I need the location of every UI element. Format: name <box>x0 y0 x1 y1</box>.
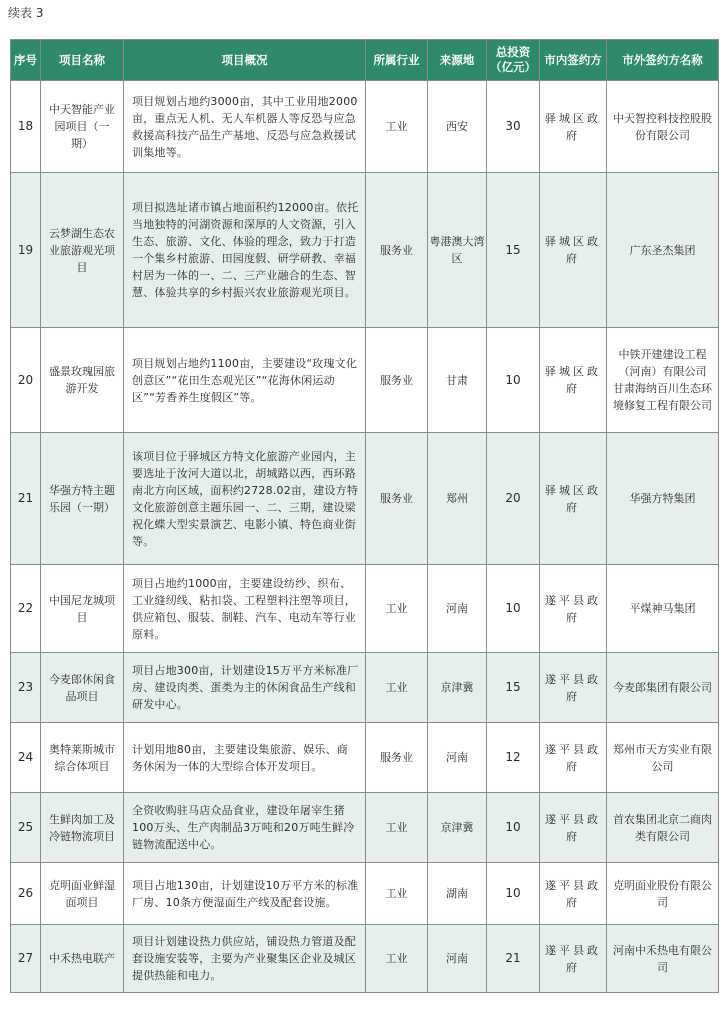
external-signing-party-cell: 广东圣杰集团 <box>607 173 719 328</box>
total-investment-cell: 15 <box>487 653 540 723</box>
origin-cell: 郑州 <box>428 433 487 565</box>
external-signing-party-cell: 首农集团北京二商肉类有限公司 <box>607 793 719 863</box>
local-signing-party-cell: 遂平县政府 <box>540 565 607 653</box>
table-row <box>11 433 719 565</box>
external-signing-party-cell: 郑州市天方实业有限公司 <box>607 723 719 793</box>
project-name-cell: 奥特莱斯城市综合体项目 <box>41 723 124 793</box>
header-row <box>11 40 719 81</box>
origin-cell: 河南 <box>428 723 487 793</box>
local-signing-party-cell: 遂平县政府 <box>540 793 607 863</box>
table-row <box>11 328 719 433</box>
industry-cell: 工业 <box>366 565 428 653</box>
project-overview-cell: 项目规划占地约1100亩，主要建设“玫瑰文化创意区”“花田生态观光区”“花海休闲运动区”“芳香养生度假区”等。 <box>124 328 366 433</box>
total-investment-cell: 10 <box>487 863 540 925</box>
project-name-cell: 今麦郎休闲食品项目 <box>41 653 124 723</box>
origin-cell: 河南 <box>428 565 487 653</box>
local-signing-party-cell: 驿城区政府 <box>540 173 607 328</box>
row-number-cell: 25 <box>11 793 41 863</box>
project-name-cell: 克明面业鲜湿面项目 <box>41 863 124 925</box>
project-table <box>10 39 719 993</box>
project-overview-cell: 项目占地300亩，计划建设15万平方米标准厂房、建设肉类、蛋类为主的休闲食品生产线和研发中心。 <box>124 653 366 723</box>
total-investment-cell: 10 <box>487 328 540 433</box>
header-external-party: 市外签约方名称 <box>607 40 719 81</box>
origin-cell: 河南 <box>428 925 487 993</box>
total-investment-cell: 10 <box>487 793 540 863</box>
row-number-cell: 20 <box>11 328 41 433</box>
industry-cell: 服务业 <box>366 723 428 793</box>
header-name: 项目名称 <box>41 40 124 81</box>
industry-cell: 服务业 <box>366 328 428 433</box>
project-name-cell: 云梦湖生态农业旅游观光项目 <box>41 173 124 328</box>
external-signing-party-cell: 中天智控科技控股股份有限公司 <box>607 81 719 173</box>
project-name-cell: 中国尼龙城项目 <box>41 565 124 653</box>
industry-cell: 服务业 <box>366 433 428 565</box>
project-overview-cell: 计划用地80亩，主要建设集旅游、娱乐、商务休闲为一体的大型综合体开发项目。 <box>124 723 366 793</box>
external-signing-party-cell: 中铁开建建设工程（河南）有限公司 甘肃海纳百川生态环境修复工程有限公司 <box>607 328 719 433</box>
external-signing-party-cell: 今麦郎集团有限公司 <box>607 653 719 723</box>
origin-cell: 甘肃 <box>428 328 487 433</box>
total-investment-cell: 15 <box>487 173 540 328</box>
row-number-cell: 26 <box>11 863 41 925</box>
industry-cell: 工业 <box>366 81 428 173</box>
project-name-cell: 生鲜肉加工及冷链物流项目 <box>41 793 124 863</box>
header-origin: 来源地 <box>428 40 487 81</box>
total-investment-cell: 12 <box>487 723 540 793</box>
local-signing-party-cell: 遂平县政府 <box>540 723 607 793</box>
table-row <box>11 173 719 328</box>
external-signing-party-cell: 河南中禾热电有限公司 <box>607 925 719 993</box>
origin-cell: 粤港澳大湾区 <box>428 173 487 328</box>
total-investment-cell: 20 <box>487 433 540 565</box>
project-overview-cell: 项目计划建设热力供应站，铺设热力管道及配套设施安装等，主要为产业聚集区企业及城区提供热能和电力。 <box>124 925 366 993</box>
industry-cell: 工业 <box>366 653 428 723</box>
project-overview-cell: 项目拟选址诸市镇占地面积约12000亩。依托当地独特的河湖资源和深厚的人文资源，引入生态、旅游、文化、体验的理念，致力于打造一个集乡村旅游、田园度假、研学研教、幸福村居为一体的一、二、三产业融合的生态、智慧、体验共享的乡村振兴农业旅游观光项目。 <box>124 173 366 328</box>
local-signing-party-cell: 驿城区政府 <box>540 81 607 173</box>
project-overview-cell: 项目占地约1000亩，主要建设纺纱、织布、工业缝纫线、粘扣袋、工程塑料注塑等项目，供应箱包、服装、制鞋、汽车、电动车等行业原料。 <box>124 565 366 653</box>
header-no: 序号 <box>11 40 41 81</box>
project-overview-cell: 全资收购驻马店众品食业，建设年屠宰生猪100万头、生产肉制品3万吨和20万吨生鲜冷链物流配送中心。 <box>124 793 366 863</box>
table-caption: 续表 3 <box>8 6 44 20</box>
project-overview-cell: 该项目位于驿城区方特文化旅游产业园内，主要选址于汝河大道以北，胡城路以西，西环路南北方向区域，面积约2728.02亩，建设方特文化旅游创意主题乐园一、二、三期，建设梁祝化蝶大型实景演艺、电影小镇、特色商业街等。 <box>124 433 366 565</box>
table-row <box>11 863 719 925</box>
external-signing-party-cell: 华强方特集团 <box>607 433 719 565</box>
origin-cell: 京津冀 <box>428 793 487 863</box>
header-investment: 总投资（亿元） <box>487 40 540 81</box>
origin-cell: 西安 <box>428 81 487 173</box>
row-number-cell: 22 <box>11 565 41 653</box>
industry-cell: 工业 <box>366 793 428 863</box>
row-number-cell: 19 <box>11 173 41 328</box>
local-signing-party-cell: 遂平县政府 <box>540 863 607 925</box>
total-investment-cell: 21 <box>487 925 540 993</box>
row-number-cell: 23 <box>11 653 41 723</box>
local-signing-party-cell: 遂平县政府 <box>540 925 607 993</box>
project-name-cell: 中禾热电联产 <box>41 925 124 993</box>
local-signing-party-cell: 遂平县政府 <box>540 653 607 723</box>
industry-cell: 工业 <box>366 925 428 993</box>
local-signing-party-cell: 驿城区政府 <box>540 328 607 433</box>
total-investment-cell: 10 <box>487 565 540 653</box>
external-signing-party-cell: 克明面业股份有限公司 <box>607 863 719 925</box>
table-row <box>11 925 719 993</box>
industry-cell: 服务业 <box>366 173 428 328</box>
project-overview-cell: 项目规划占地约3000亩，其中工业用地2000亩，重点无人机、无人车机器人等反恐与应急救援高科技产品生产基地、反恐与应急救援试训集地等。 <box>124 81 366 173</box>
table-row <box>11 81 719 173</box>
table-row <box>11 793 719 863</box>
origin-cell: 京津冀 <box>428 653 487 723</box>
table-row <box>11 723 719 793</box>
table-body <box>11 81 719 993</box>
row-number-cell: 18 <box>11 81 41 173</box>
row-number-cell: 24 <box>11 723 41 793</box>
external-signing-party-cell: 平煤神马集团 <box>607 565 719 653</box>
total-investment-cell: 30 <box>487 81 540 173</box>
project-name-cell: 华强方特主题乐园（一期） <box>41 433 124 565</box>
header-desc: 项目概况 <box>124 40 366 81</box>
project-name-cell: 中天智能产业园项目（一期） <box>41 81 124 173</box>
origin-cell: 湖南 <box>428 863 487 925</box>
local-signing-party-cell: 驿城区政府 <box>540 433 607 565</box>
row-number-cell: 21 <box>11 433 41 565</box>
table-row <box>11 653 719 723</box>
header-industry: 所属行业 <box>366 40 428 81</box>
project-name-cell: 盛景玫瑰园旅游开发 <box>41 328 124 433</box>
row-number-cell: 27 <box>11 925 41 993</box>
header-local-party: 市内签约方 <box>540 40 607 81</box>
table-row <box>11 565 719 653</box>
industry-cell: 工业 <box>366 863 428 925</box>
project-overview-cell: 项目占地130亩，计划建设10万平方米的标准厂房、10条方便湿面生产线及配套设施。 <box>124 863 366 925</box>
